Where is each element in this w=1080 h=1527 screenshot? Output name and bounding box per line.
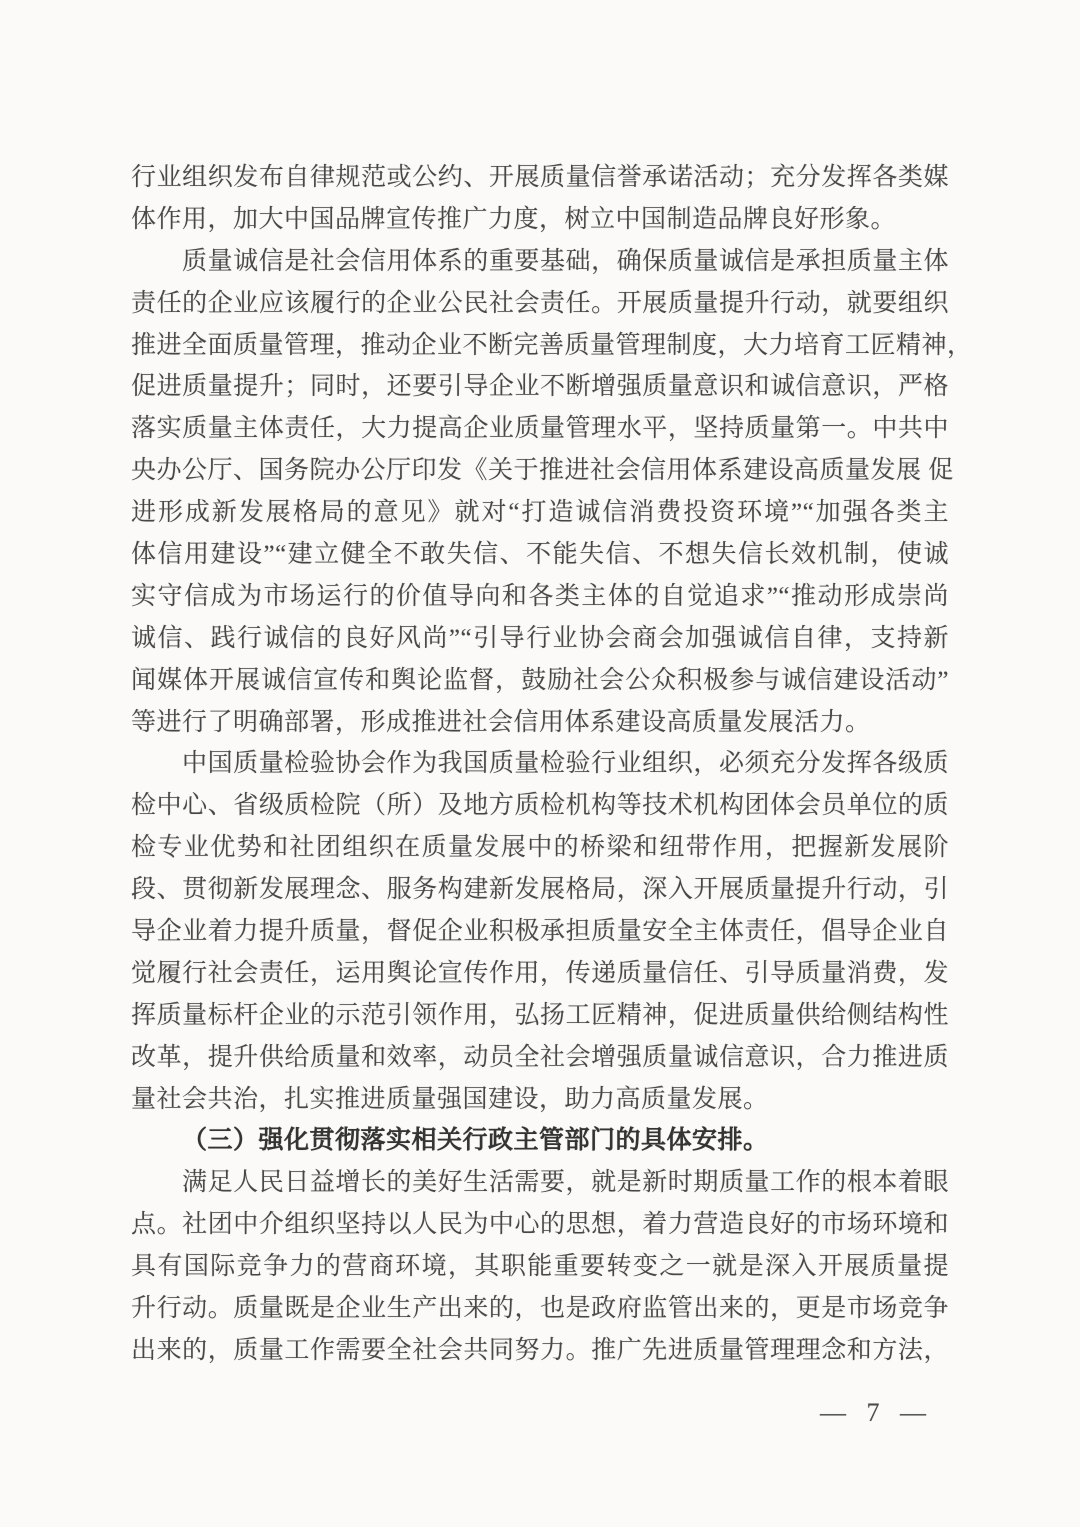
text-line: 检专业优势和社团组织在质量发展中的桥梁和纽带作用，把握新发展阶	[131, 834, 949, 862]
text-line: 责任的企业应该履行的企业公民社会责任。开展质量提升行动，就要组织	[131, 289, 949, 317]
text-line: 升行动。质量既是企业生产出来的，也是政府监管出来的，更是市场竞争	[131, 1295, 949, 1323]
text-line: 挥质量标杆企业的示范引领作用，弘扬工匠精神，促进质量供给侧结构性	[131, 1001, 949, 1029]
text-line: 出来的，质量工作需要全社会共同努力。推广先进质量管理理念和方法，	[131, 1336, 949, 1364]
page-number: — 7 —	[820, 1398, 929, 1427]
text-line: 检中心、省级质检院（所）及地方质检机构等技术机构团体会员单位的质	[131, 792, 949, 820]
text-line: 量社会共治，扎实推进质量强国建设，助力高质量发展。	[131, 1085, 769, 1113]
text-line: 具有国际竞争力的营商环境，其职能重要转变之一就是深入开展质量提	[131, 1253, 949, 1281]
text-line: 闻媒体开展诚信宣传和舆论监督，鼓励社会公众积极参与诚信建设活动”	[131, 666, 949, 694]
text-line: 点。社团中介组织坚持以人民为中心的思想，着力营造良好的市场环境和	[131, 1211, 949, 1239]
text-line: 诚信、践行诚信的良好风尚”“引导行业协会商会加强诚信自律，支持新	[131, 624, 949, 652]
text-line: 觉履行社会责任，运用舆论宣传作用，传递质量信任、引导质量消费，发	[131, 959, 949, 987]
text-line: 实守信成为市场运行的价值导向和各类主体的自觉追求”“推动形成崇尚	[131, 582, 949, 610]
text-line: 落实质量主体责任，大力提高企业质量管理水平，坚持质量第一。中共中	[131, 415, 949, 443]
text-line: 央办公厅、国务院办公厅印发《关于推进社会信用体系建设高质量发展 促	[131, 457, 954, 485]
text-line: 体信用建设”“建立健全不敢失信、不能失信、不想失信长效机制，使诚	[131, 541, 949, 569]
text-line: 改革，提升供给质量和效率，动员全社会增强质量诚信意识，合力推进质	[131, 1043, 949, 1071]
text-line: 中国质量检验协会作为我国质量检验行业组织，必须充分发挥各级质	[182, 750, 949, 778]
section-heading: （三）强化贯彻落实相关行政主管部门的具体安排。	[182, 1127, 769, 1155]
text-line: 满足人民日益增长的美好生活需要，就是新时期质量工作的根本着眼	[182, 1169, 949, 1197]
text-line: 行业组织发布自律规范或公约、开展质量信誉承诺活动；充分发挥各类媒	[131, 164, 949, 191]
document-text-block	[131, 157, 973, 1372]
text-line: 进形成新发展格局的意见》就对“打造诚信消费投资环境”“加强各类主	[131, 499, 949, 527]
text-line: 质量诚信是社会信用体系的重要基础，确保质量诚信是承担质量主体	[182, 247, 949, 275]
text-line: 体作用，加大中国品牌宣传推广力度，树立中国制造品牌良好形象。	[131, 205, 897, 233]
text-line: 导企业着力提升质量，督促企业积极承担质量安全主体责任，倡导企业自	[131, 918, 949, 946]
text-line: 段、贯彻新发展理念、服务构建新发展格局，深入开展质量提升行动，引	[131, 876, 949, 904]
text-line: 促进质量提升；同时，还要引导企业不断增强质量意识和诚信意识，严格	[131, 373, 949, 401]
text-line: 等进行了明确部署，形成推进社会信用体系建设高质量发展活力。	[131, 708, 871, 736]
text-line: 推进全面质量管理，推动企业不断完善质量管理制度，大力培育工匠精神，	[131, 331, 973, 359]
